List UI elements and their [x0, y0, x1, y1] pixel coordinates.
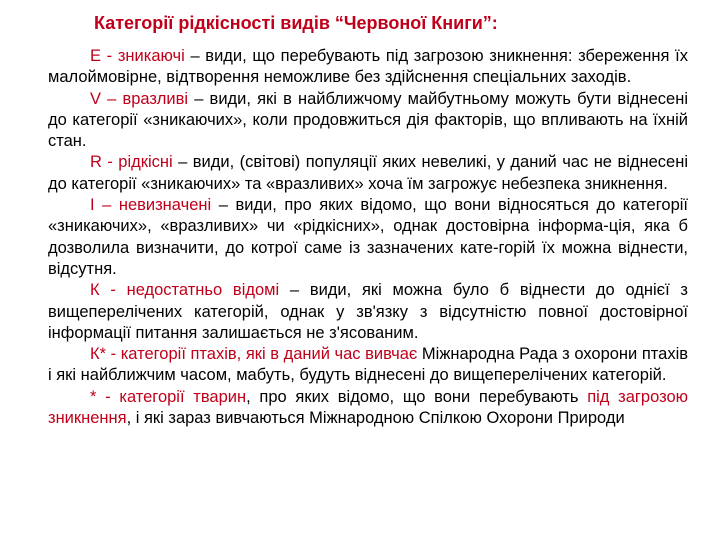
category-k-star-paragraph	[48, 344, 688, 387]
category-star-paragraph	[48, 387, 688, 430]
category-k-paragraph	[48, 280, 688, 344]
category-term: R - рідкісні	[90, 153, 173, 172]
category-r-paragraph	[48, 152, 688, 195]
category-description-end: , і які зараз вивчаються Міжнародною Спілкою Охорони Природи	[126, 409, 625, 428]
slide-content	[48, 12, 688, 429]
category-term: * - категорії тварин	[90, 387, 247, 406]
category-v-paragraph	[48, 89, 688, 153]
category-description: – види, (світові) популяції яких невеликі, у даний час не віднесені до категорії «зникаючих» та «вразливих» хоча їм загрожує небезпека зникнення.	[48, 153, 688, 193]
category-i-paragraph	[48, 195, 688, 280]
category-description: – види, про яких відомо, що вони відносяться до категорії «зникаючих», «вразливих» чи «рідкісних», однак достовірна інформа-ція, яка б дозволила визначити, до котрої саме із зазначених кате-горій їх можна віднести, відсутня.	[48, 196, 688, 278]
category-description: – види, які в найближчому майбутньому можуть бути віднесені до категорії «зникаючих», коли продовжиться дія факторів, що впливають на їхній стан.	[48, 89, 688, 151]
category-term: К - недостатньо відомі	[90, 281, 280, 300]
highlighted-phrase: під загрозою зникнення	[48, 387, 688, 428]
category-description: , про яких відомо, що вони перебувають	[246, 387, 588, 406]
category-description: Міжнародна Рада з охорони птахів і які найближчим часом, мабуть, будуть віднесені до вищеперелічених категорій.	[48, 345, 689, 385]
category-term: К* - категорії птахів, які в даний час вивчає	[90, 345, 418, 364]
category-description: – види, які можна було б віднести до однієї з вищеперелічених категорій, однак у зв'язку з відсутністю повної достовірної інформації питання залишається не з'ясованим.	[48, 281, 688, 342]
category-e-paragraph	[48, 46, 688, 89]
category-term: V – вразливі	[90, 89, 189, 108]
category-term: Е - зникаючі	[90, 47, 185, 65]
slide-title: Категорії рідкісності видів “Червоної Книги”:	[94, 13, 498, 33]
category-description: – види, що перебувають під загрозою зникнення: збереження їх малоймовірне, відтворення неможливе без здійснення спеціальних заходів.	[48, 47, 688, 87]
category-term: I – невизначені	[90, 196, 212, 215]
